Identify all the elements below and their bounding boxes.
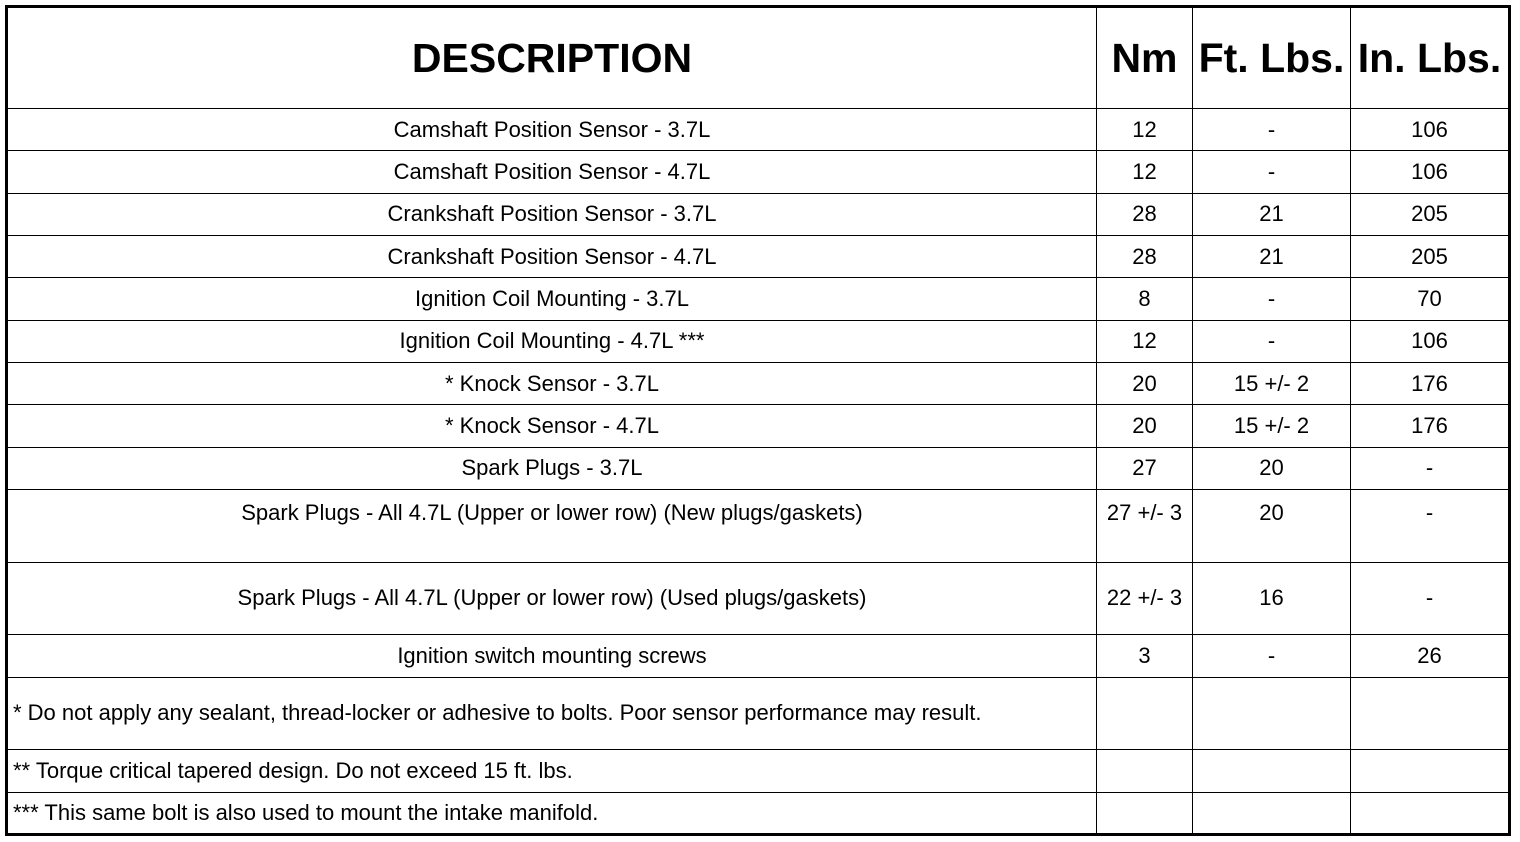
cell-description: Camshaft Position Sensor - 3.7L xyxy=(7,109,1097,151)
header-description: DESCRIPTION xyxy=(7,7,1097,109)
cell-nm: 8 xyxy=(1097,278,1193,320)
cell-ft-lbs: - xyxy=(1193,109,1351,151)
cell-in-lbs: 106 xyxy=(1351,320,1510,362)
cell-description: Ignition Coil Mounting - 3.7L xyxy=(7,278,1097,320)
cell-in-lbs: 176 xyxy=(1351,363,1510,405)
cell-ft-lbs: - xyxy=(1193,320,1351,362)
table-row xyxy=(7,236,1510,278)
cell-in-lbs: 205 xyxy=(1351,236,1510,278)
cell-nm: 12 xyxy=(1097,151,1193,193)
table-row xyxy=(7,635,1510,677)
table-row xyxy=(7,562,1510,635)
cell-description: Camshaft Position Sensor - 4.7L xyxy=(7,151,1097,193)
note-row xyxy=(7,677,1510,750)
empty-cell xyxy=(1193,792,1351,834)
cell-nm: 28 xyxy=(1097,236,1193,278)
header-row xyxy=(7,7,1510,109)
cell-in-lbs: 106 xyxy=(1351,151,1510,193)
cell-nm: 22 +/- 3 xyxy=(1097,562,1193,635)
empty-cell xyxy=(1351,750,1510,792)
cell-ft-lbs: - xyxy=(1193,278,1351,320)
cell-in-lbs: 106 xyxy=(1351,109,1510,151)
table-row xyxy=(7,447,1510,489)
cell-ft-lbs: 16 xyxy=(1193,562,1351,635)
empty-cell xyxy=(1097,792,1193,834)
cell-in-lbs: 205 xyxy=(1351,193,1510,235)
cell-ft-lbs: - xyxy=(1193,151,1351,193)
cell-in-lbs: 176 xyxy=(1351,405,1510,447)
empty-cell xyxy=(1097,750,1193,792)
cell-nm: 20 xyxy=(1097,363,1193,405)
cell-ft-lbs: 20 xyxy=(1193,447,1351,489)
cell-ft-lbs: 20 xyxy=(1193,490,1351,563)
table-row xyxy=(7,405,1510,447)
note-row xyxy=(7,792,1510,834)
cell-description: Spark Plugs - 3.7L xyxy=(7,447,1097,489)
header-ft-lbs: Ft. Lbs. xyxy=(1193,7,1351,109)
cell-nm: 12 xyxy=(1097,320,1193,362)
note-text: * Do not apply any sealant, thread-locker or adhesive to bolts. Poor sensor performance may result. xyxy=(7,677,1097,750)
cell-ft-lbs: 15 +/- 2 xyxy=(1193,405,1351,447)
cell-ft-lbs: 21 xyxy=(1193,193,1351,235)
cell-ft-lbs: 15 +/- 2 xyxy=(1193,363,1351,405)
cell-in-lbs: 70 xyxy=(1351,278,1510,320)
cell-ft-lbs: - xyxy=(1193,635,1351,677)
table-row xyxy=(7,278,1510,320)
table-row xyxy=(7,193,1510,235)
cell-nm: 20 xyxy=(1097,405,1193,447)
cell-description: Spark Plugs - All 4.7L (Upper or lower row) (New plugs/gaskets) xyxy=(7,490,1097,563)
table-row xyxy=(7,490,1510,563)
cell-description: Ignition Coil Mounting - 4.7L *** xyxy=(7,320,1097,362)
cell-nm: 27 xyxy=(1097,447,1193,489)
cell-description: Spark Plugs - All 4.7L (Upper or lower row) (Used plugs/gaskets) xyxy=(7,562,1097,635)
torque-specifications-table xyxy=(5,5,1511,836)
table-row xyxy=(7,320,1510,362)
header-in-lbs: In. Lbs. xyxy=(1351,7,1510,109)
cell-nm: 27 +/- 3 xyxy=(1097,490,1193,563)
note-text: ** Torque critical tapered design. Do not exceed 15 ft. lbs. xyxy=(7,750,1097,792)
empty-cell xyxy=(1193,677,1351,750)
cell-ft-lbs: 21 xyxy=(1193,236,1351,278)
cell-description: Ignition switch mounting screws xyxy=(7,635,1097,677)
note-text: *** This same bolt is also used to mount the intake manifold. xyxy=(7,792,1097,834)
empty-cell xyxy=(1097,677,1193,750)
empty-cell xyxy=(1351,792,1510,834)
table-row xyxy=(7,151,1510,193)
table-row xyxy=(7,109,1510,151)
cell-description: Crankshaft Position Sensor - 3.7L xyxy=(7,193,1097,235)
cell-in-lbs: 26 xyxy=(1351,635,1510,677)
cell-nm: 3 xyxy=(1097,635,1193,677)
cell-nm: 28 xyxy=(1097,193,1193,235)
table-row xyxy=(7,363,1510,405)
cell-description: * Knock Sensor - 3.7L xyxy=(7,363,1097,405)
cell-in-lbs: - xyxy=(1351,447,1510,489)
cell-description: Crankshaft Position Sensor - 4.7L xyxy=(7,236,1097,278)
empty-cell xyxy=(1193,750,1351,792)
cell-description: * Knock Sensor - 4.7L xyxy=(7,405,1097,447)
cell-in-lbs: - xyxy=(1351,562,1510,635)
empty-cell xyxy=(1351,677,1510,750)
header-nm: Nm xyxy=(1097,7,1193,109)
note-row xyxy=(7,750,1510,792)
cell-in-lbs: - xyxy=(1351,490,1510,563)
cell-nm: 12 xyxy=(1097,109,1193,151)
